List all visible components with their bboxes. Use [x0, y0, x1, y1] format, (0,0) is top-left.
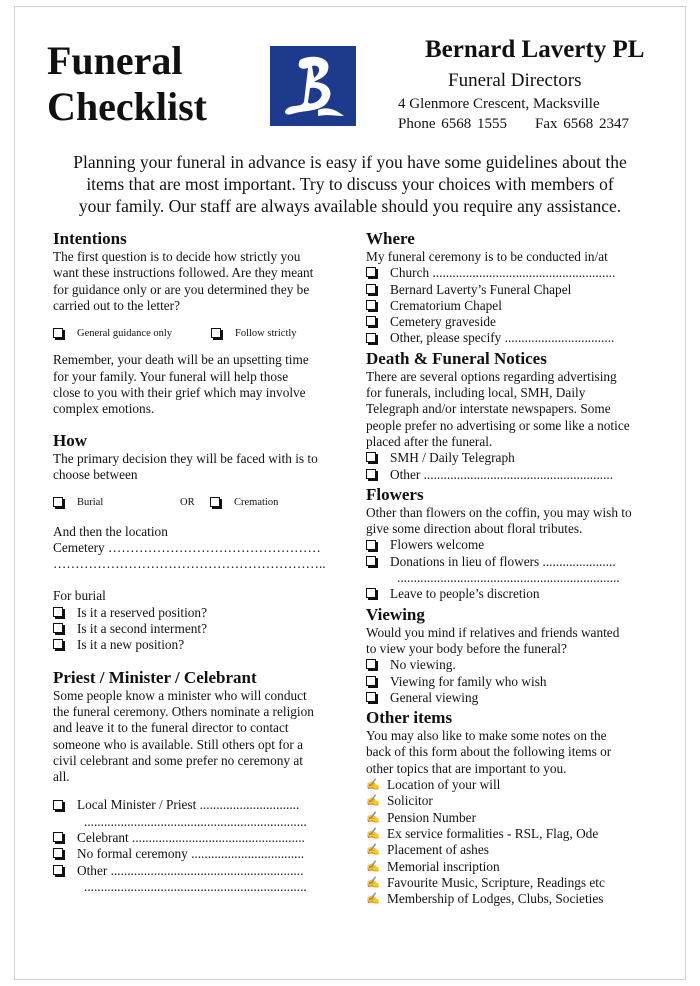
text-line: Telegraph and/or interstate newspapers. Some [366, 401, 611, 417]
viewing-item [366, 657, 666, 673]
checkbox[interactable] [366, 556, 376, 566]
where-item [366, 298, 666, 314]
pen-icon: ✍ [366, 876, 380, 889]
checkbox[interactable] [366, 316, 376, 326]
flowers-item-continued: ................................................................... [397, 570, 620, 586]
text-line: for your family. Your funeral will help those [53, 368, 289, 384]
option-burial: Burial [77, 497, 104, 509]
other-item-label: Memorial inscription [387, 858, 500, 874]
other-item-label: Membership of Lodges, Clubs, Societies [387, 891, 604, 907]
notices-item-label: Other ......................................................... [390, 466, 614, 482]
checkbox[interactable] [53, 848, 63, 858]
checkbox-general-guidance[interactable] [53, 328, 63, 338]
checkbox-burial[interactable] [53, 497, 63, 507]
text-line: someone who is available. Still others opt for a [53, 736, 304, 752]
checkbox-cremation[interactable] [210, 497, 220, 507]
viewing-item-label: General viewing [390, 689, 479, 705]
other-item [366, 777, 666, 793]
intentions-reminder [53, 352, 353, 417]
text-line: all. [53, 769, 70, 785]
how-text [53, 451, 353, 484]
checkbox[interactable] [53, 865, 63, 875]
notices-text [366, 369, 666, 450]
other-item [366, 859, 666, 875]
viewing-item [366, 690, 666, 706]
where-item [366, 330, 666, 346]
how-heading: How [53, 430, 87, 450]
text-line: placed after the funeral. [366, 433, 493, 449]
company-contact [398, 116, 629, 133]
burial-item-label: Is it a new position? [77, 637, 185, 653]
checkbox[interactable] [53, 623, 63, 633]
intro-line: items that are most important. Try to discuss your choices with members of [86, 174, 614, 194]
text-line: the funeral ceremony. Others nominate a religion [53, 703, 314, 719]
burial-item [53, 605, 353, 621]
text-line: people prefer no advertising or some like a notice [366, 417, 630, 433]
other-item [366, 810, 666, 826]
viewing-heading: Viewing [366, 604, 425, 624]
other-item-label: Solicitor [387, 793, 433, 809]
intentions-options [53, 326, 353, 342]
checkbox[interactable] [366, 588, 376, 598]
other-item-label: Location of your will [387, 777, 501, 793]
text-line: other topics that are important to you. [366, 760, 567, 776]
burial-item [53, 621, 353, 637]
flowers-item [366, 537, 666, 553]
text-line: to view your body before the funeral? [366, 640, 567, 656]
company-subtitle: Funeral Directors [448, 70, 582, 91]
where-text: My funeral ceremony is to be conducted in/at [366, 249, 608, 264]
where-item-label: Crematorium Chapel [390, 297, 502, 313]
text-line: Remember, your death will be an upsetting time [53, 352, 309, 368]
text-line: choose between [53, 466, 138, 482]
priest-item-label: Other .......................................................... [77, 862, 304, 878]
priest-item [53, 846, 353, 862]
text-line: There are several options regarding advertising [366, 368, 617, 384]
text-line: civil celebrant and some prefer no ceremony at [53, 752, 303, 768]
where-item-label: Cemetery graveside [390, 314, 496, 330]
pen-icon: ✍ [366, 893, 380, 906]
logo-b-icon [270, 46, 356, 126]
pen-icon: ✍ [366, 811, 380, 824]
priest-item-label: Local Minister / Priest .............................. [77, 797, 300, 813]
text-line: The primary decision they will be faced with is to [53, 450, 318, 466]
text-line: for guidance only or are you determined they be [53, 281, 310, 297]
text-line: for funerals, including local, SMH, Daily [366, 385, 586, 401]
checkbox[interactable] [53, 800, 63, 810]
where-item [366, 314, 666, 330]
where-item-label: Other, please specify ................................. [390, 330, 615, 346]
priest-item-label: Celebrant .................................................... [77, 830, 305, 846]
text-line: Other than flowers on the coffin, you may wish to [366, 504, 632, 520]
text-line: The first question is to decide how strictly you [53, 249, 301, 264]
other-item-label: Favourite Music, Scripture, Readings etc [387, 874, 605, 890]
intro-paragraph [40, 151, 660, 217]
checkbox[interactable] [366, 284, 376, 294]
priest-text [53, 688, 353, 786]
location-label: And then the location [53, 523, 168, 539]
flowers-text [366, 505, 666, 538]
viewing-text [366, 625, 666, 658]
pen-icon: ✍ [366, 827, 380, 840]
checkbox[interactable] [366, 659, 376, 669]
how-options [53, 495, 353, 511]
notices-item-label: SMH / Daily Telegraph [390, 450, 515, 466]
intro-line: your family. Our staff are always available should you require any assistance. [78, 196, 622, 216]
option-general-guidance: General guidance only [77, 328, 173, 340]
flowers-item [366, 586, 666, 602]
other-item-label: Placement of ashes [387, 842, 489, 858]
text-line: back of this form about the following items or [366, 744, 612, 760]
where-item [366, 282, 666, 298]
burial-item-label: Is it a reserved position? [77, 604, 207, 620]
or-label: OR [180, 497, 195, 509]
viewing-item [366, 674, 666, 690]
other-item [366, 875, 666, 891]
checkbox[interactable] [53, 832, 63, 842]
cemetery-field[interactable]: Cemetery ………………………………………… [53, 539, 321, 555]
where-item-label: Bernard Laverty’s Funeral Chapel [390, 281, 572, 297]
cemetery-field-continued[interactable]: …………………………………………………….. [53, 556, 326, 572]
intro-line: Planning your funeral in advance is easy if you have some guidelines about the [73, 152, 627, 172]
text-line: close to you with their grief which may involve [53, 385, 306, 401]
text-line: give some direction about floral tributes. [366, 521, 583, 537]
text-line: and leave it to the funeral director to contact [53, 720, 289, 736]
flowers-item-label: Donations in lieu of flowers ...................... [390, 553, 616, 569]
priest-heading: Priest / Minister / Celebrant [53, 667, 257, 687]
where-item [366, 265, 666, 281]
text-line: Would you mind if relatives and friends wanted [366, 624, 620, 640]
company-address: 4 Glenmore Crescent, Macksville [398, 96, 600, 112]
viewing-item-label: No viewing. [390, 657, 456, 673]
where-heading: Where [366, 229, 415, 248]
priest-item-label: No formal ceremony .................................. [77, 846, 305, 862]
intentions-text [53, 249, 353, 314]
other-item-label: Pension Number [387, 809, 477, 825]
text-line: carried out to the letter? [53, 297, 180, 313]
pen-icon: ✍ [366, 795, 380, 808]
option-cremation: Cremation [234, 497, 279, 509]
flowers-item-label: Leave to people’s discretion [390, 586, 540, 602]
option-follow-strictly: Follow strictly [235, 328, 297, 340]
burial-item-label: Is it a second interment? [77, 621, 207, 637]
flowers-heading: Flowers [366, 484, 424, 504]
notices-item [366, 450, 666, 466]
checkbox[interactable] [366, 469, 376, 479]
flowers-item [366, 554, 666, 570]
flowers-item-label: Flowers welcome [390, 537, 485, 553]
other-text [366, 728, 666, 777]
checkbox-follow-strictly[interactable] [211, 328, 221, 338]
right-column [366, 229, 666, 907]
other-item [366, 842, 666, 858]
text-line: Some people know a minister who will conduct [53, 687, 307, 703]
checkbox[interactable] [366, 452, 376, 462]
checkbox[interactable] [366, 300, 376, 310]
other-heading: Other items [366, 708, 453, 728]
pen-icon: ✍ [366, 860, 380, 873]
company-fax: Fax 6568 2347 [535, 116, 629, 132]
checkbox[interactable] [53, 607, 63, 617]
priest-item-continued: ................................................................... [84, 813, 307, 829]
other-item [366, 891, 666, 907]
intentions-heading: Intentions [53, 229, 127, 248]
text-line: complex emotions. [53, 401, 155, 417]
checkbox[interactable] [366, 267, 376, 277]
notices-item [366, 467, 666, 483]
viewing-item-label: Viewing for family who wish [390, 673, 547, 689]
page-title [47, 38, 207, 130]
title-line-1: Funeral [47, 38, 183, 83]
for-burial-label: For burial [53, 588, 106, 604]
other-item-label: Ex service formalities - RSL, Flag, Ode [387, 825, 599, 841]
burial-item [53, 637, 353, 653]
checkbox[interactable] [366, 692, 376, 702]
checkbox[interactable] [366, 540, 376, 550]
text-line: You may also like to make some notes on the [366, 728, 607, 744]
text-line: want these instructions followed. Are they meant [53, 265, 314, 281]
checkbox[interactable] [366, 676, 376, 686]
pen-icon: ✍ [366, 844, 380, 857]
checkbox[interactable] [366, 333, 376, 343]
priest-item-continued: ................................................................... [84, 878, 307, 894]
priest-item [53, 797, 353, 813]
other-item [366, 826, 666, 842]
notices-heading: Death & Funeral Notices [366, 348, 547, 368]
left-column [53, 229, 353, 895]
company-logo [270, 46, 356, 126]
checkbox[interactable] [53, 639, 63, 649]
pen-icon: ✍ [366, 779, 380, 792]
other-item [366, 793, 666, 809]
company-phone: Phone 6568 1555 [398, 116, 507, 132]
where-item-label: Church ....................................................... [390, 265, 616, 281]
title-line-2: Checklist [47, 84, 207, 129]
company-name: Bernard Laverty PL [425, 36, 645, 63]
priest-item [53, 830, 353, 846]
priest-item [53, 863, 353, 879]
